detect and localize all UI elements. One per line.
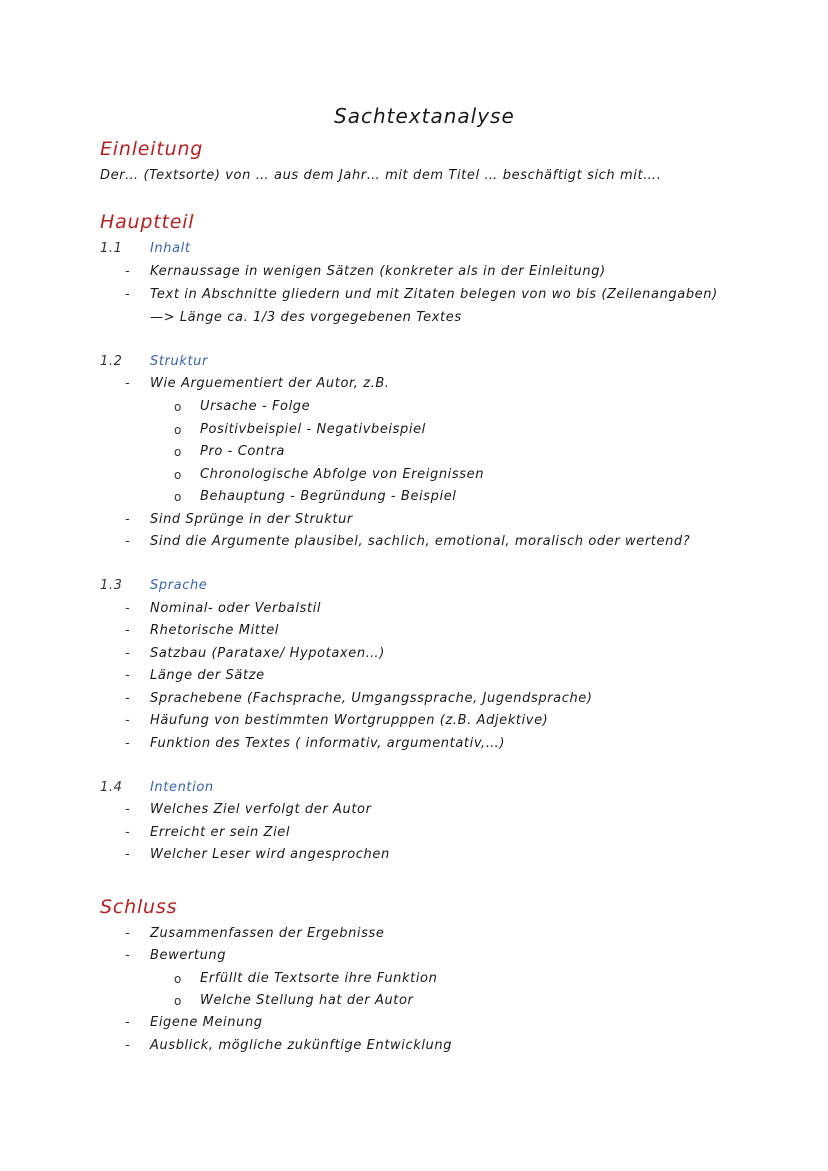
list-item: Sind Sprünge in der Struktur [150,512,353,527]
list-bullet: - [125,1015,130,1030]
section-title-sprache: Sprache [150,578,208,593]
section-number: 1.2 [100,354,123,369]
list-item: Ausblick, mögliche zukünftige Entwicklung [150,1038,453,1053]
section-number: 1.3 [100,578,123,593]
section-title-struktur: Struktur [150,354,208,369]
section-title-intention: Intention [150,780,214,795]
einleitung-text: Der… (Textsorte) von … aus dem Jahr… mit dem Titel … beschäftigt sich mit…. [100,168,662,183]
sub-list-bullet: o [174,423,182,437]
list-item: Häufung von bestimmten Wortgrupppen (z.B. Adjektive) [150,713,549,728]
section-title-inhalt: Inhalt [150,241,191,256]
sub-list-item: Ursache - Folge [200,399,311,414]
section-number: 1.1 [100,241,123,256]
list-item: Kernaussage in wenigen Sätzen (konkreter als in der Einleitung) [150,264,606,279]
sub-list-bullet: o [174,490,182,504]
list-item: Bewertung [150,948,227,963]
sub-list-item: Erfüllt die Textsorte ihre Funktion [200,971,438,986]
sub-list-item: Positivbeispiel - Negativbeispiel [200,422,426,437]
list-bullet: - [125,847,130,862]
sub-list-bullet: o [174,445,182,459]
list-item: Sind die Argumente plausibel, sachlich, emotional, moralisch oder wertend? [150,534,691,549]
list-item: Welcher Leser wird angesprochen [150,847,390,862]
list-item: Funktion des Textes ( informativ, argumentativ,…) [150,736,506,751]
section-number: 1.4 [100,780,123,795]
list-item: Zusammenfassen der Ergebnisse [150,926,385,941]
list-item: Nominal- oder Verbalstil [150,601,322,616]
list-bullet: - [125,926,130,941]
list-item: Satzbau (Parataxe/ Hypotaxen…) [150,646,385,661]
list-item: Eigene Meinung [150,1015,263,1030]
list-bullet: - [125,646,130,661]
hauptteil-heading: Hauptteil [100,211,195,233]
list-item: Rhetorische Mittel [150,623,279,638]
sub-list-bullet: o [174,468,182,482]
list-bullet: - [125,623,130,638]
list-item: Sprachebene (Fachsprache, Umgangssprache, Jugendsprache) [150,691,593,706]
list-item: Länge der Sätze [150,668,265,683]
list-bullet: - [125,948,130,963]
list-bullet: - [125,601,130,616]
list-bullet: - [125,534,130,549]
list-bullet: - [125,376,130,391]
sub-list-item: Chronologische Abfolge von Ereignissen [200,467,485,482]
sub-list-bullet: o [174,994,182,1008]
list-item: Wie Arguementiert der Autor, z.B. [150,376,390,391]
list-item: Text in Abschnitte gliedern und mit Zitaten belegen von wo bis (Zeilenangaben) [150,287,718,302]
einleitung-heading: Einleitung [100,138,204,160]
list-bullet: - [125,668,130,683]
list-bullet: - [125,713,130,728]
sub-list-bullet: o [174,972,182,986]
page-title: Sachtextanalyse [334,104,515,128]
list-bullet: - [125,1038,130,1053]
list-bullet: - [125,287,130,302]
list-item: Welches Ziel verfolgt der Autor [150,802,372,817]
list-bullet: - [125,512,130,527]
schluss-heading: Schluss [100,896,178,918]
sub-list-item: Behauptung - Begründung - Beispiel [200,489,457,504]
list-bullet: - [125,802,130,817]
list-item-note: —> Länge ca. 1/3 des vorgegebenen Textes [150,310,462,325]
list-item: Erreicht er sein Ziel [150,825,291,840]
list-bullet: - [125,825,130,840]
sub-list-item: Pro - Contra [200,444,285,459]
list-bullet: - [125,691,130,706]
list-bullet: - [125,264,130,279]
sub-list-item: Welche Stellung hat der Autor [200,993,414,1008]
sub-list-bullet: o [174,400,182,414]
list-bullet: - [125,736,130,751]
